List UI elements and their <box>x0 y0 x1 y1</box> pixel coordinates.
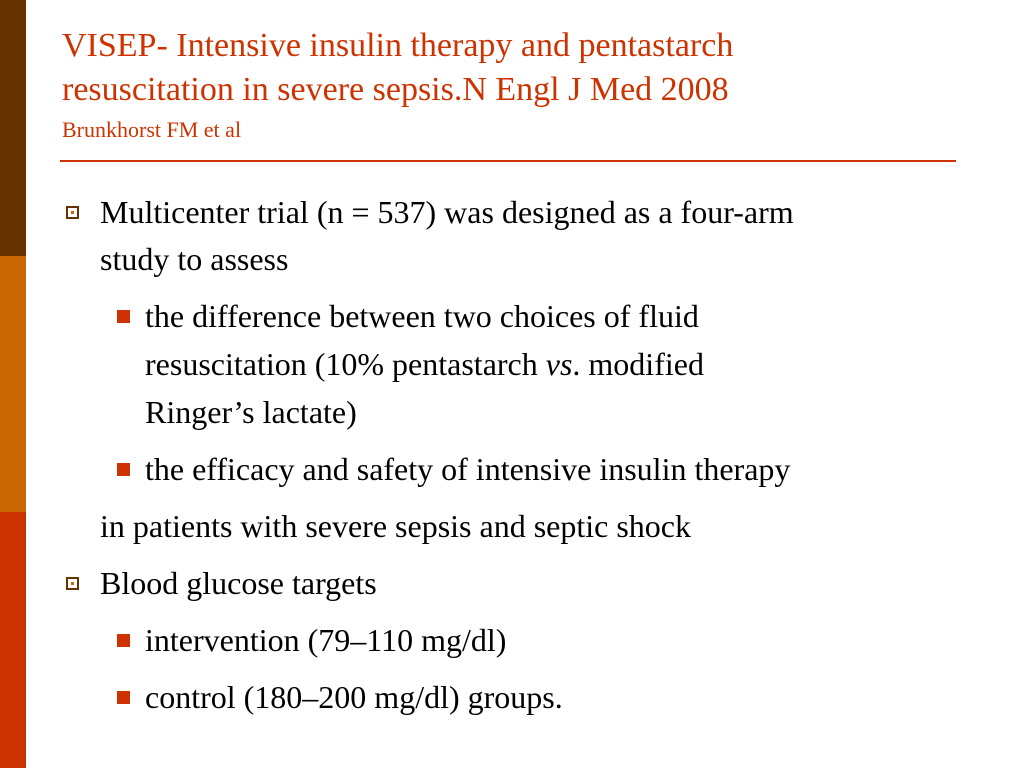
bullet-1-tail: in patients with severe sepsis and septic shock <box>100 508 691 544</box>
sub-bullet-2: the efficacy and safety of intensive insulin therapy <box>145 451 791 487</box>
sub-bullet-1-line-2-b: . modified <box>572 346 704 382</box>
slide-title-line-2: resuscitation in severe sepsis.N Engl J Med 2008 <box>62 71 729 108</box>
slide-title-line-1: VISEP- Intensive insulin therapy and pentastarch <box>62 27 734 64</box>
square-bullet-icon <box>117 634 130 647</box>
square-bullet-icon <box>117 691 130 704</box>
square-bullet-icon <box>117 310 130 323</box>
bullet-1-line-2: study to assess <box>100 241 289 277</box>
sub-bullet-1-line-2-a: resuscitation (10% pentastarch <box>145 346 546 382</box>
square-bullet-icon <box>117 463 130 476</box>
sub-bullet-1-line-3: Ringer’s lactate) <box>145 394 357 430</box>
sub-bullet-4: control (180–200 mg/dl) groups. <box>145 679 563 715</box>
sub-bullet-1-line-1: the difference between two choices of fluid <box>145 298 699 334</box>
vs-emphasis: vs <box>545 346 573 382</box>
sub-bullet-3: intervention (79–110 mg/dl) <box>145 622 507 658</box>
bullet-1-line-1: Multicenter trial (n = 537) was designed as a four-arm <box>100 194 794 230</box>
sub-bullet-1-line-2 <box>145 340 704 388</box>
bullet-2: Blood glucose targets <box>100 565 377 601</box>
slide-subtitle: Brunkhorst FM et al <box>62 117 242 142</box>
box-bullet-icon <box>66 577 79 590</box>
box-bullet-icon <box>66 206 79 219</box>
